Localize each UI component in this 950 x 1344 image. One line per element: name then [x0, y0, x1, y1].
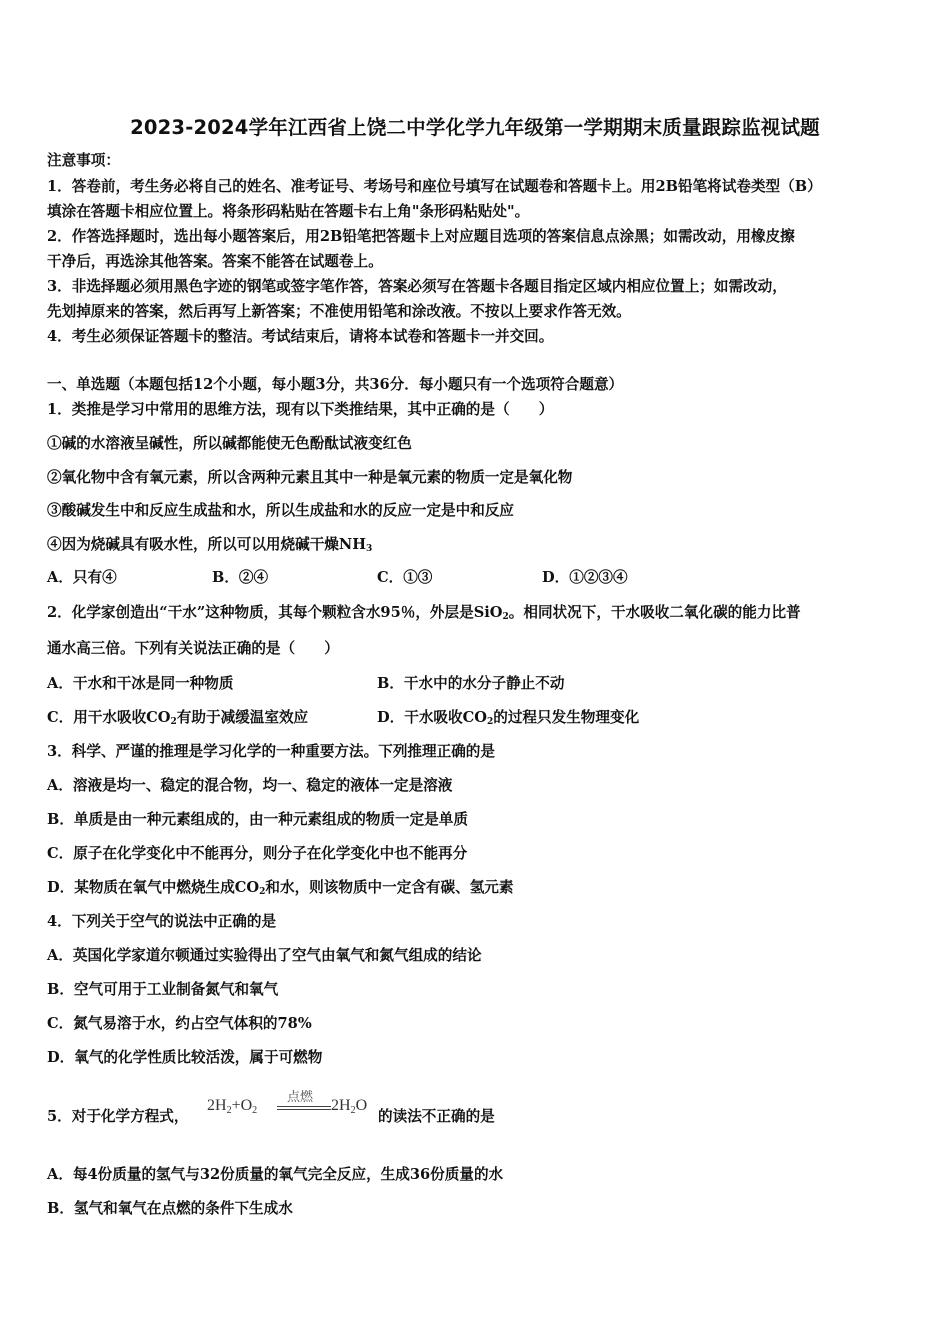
q2-option-c: [47, 708, 308, 728]
q1-statement-4-sub: 3: [366, 544, 373, 554]
q1-option-a: A．只有④: [47, 569, 117, 586]
chemical-equation: [207, 1086, 377, 1130]
note-3-line-1: 3．非选择题必须用黑色字迹的钢笔或签字笔作答，答案必须写在答题卡各题目指定区域内相应位置上；如需改动，: [47, 278, 787, 295]
q3-option-d-text-2: 和水，则该物质中一定含有碳、氢元素: [265, 879, 514, 896]
eq-lhs-part-2: +O: [231, 1097, 253, 1114]
equation-bar-bottom: [277, 1109, 331, 1110]
q2-stem-line-1: [47, 603, 801, 623]
note-1-line-1: 1．答卷前，考生务必将自己的姓名、准考证号、考场号和座位号填写在试题卷和答题卡上。用2B铅笔将试卷类型（B）: [47, 178, 822, 195]
equation-reactants: [207, 1097, 257, 1115]
q1-stem: 1．类推是学习中常用的思维方法，现有以下类推结果，其中正确的是（ ）: [47, 401, 554, 418]
q3-option-a: A．溶液是均一、稳定的混合物，均一、稳定的液体一定是溶液: [47, 777, 453, 794]
q1-option-c: C．①③: [377, 569, 433, 586]
note-2-line-1: 2．作答选择题时，选出每小题答案后，用2B铅笔把答题卡上对应题目选项的答案信息点涂黑；如需改动，用橡皮擦: [47, 228, 795, 245]
q5-stem-prefix: 5．对于化学方程式，: [47, 1108, 189, 1125]
q2-option-d-sub: 2: [486, 717, 494, 727]
q2-option-c-text-1: C．用干水吸收CO: [47, 709, 171, 726]
note-2-line-2: 干净后，再选涂其他答案。答案不能答在试题卷上。: [47, 253, 383, 270]
q3-stem: 3．科学、严谨的推理是学习化学的一种重要方法。下列推理正确的是: [47, 743, 495, 760]
q5-stem-suffix: 的读法不正确的是: [378, 1108, 495, 1125]
q4-stem: 4．下列关于空气的说法中正确的是: [47, 913, 277, 930]
q5-option-a: A．每4份质量的氢气与32份质量的氧气完全反应，生成36份质量的水: [47, 1166, 504, 1183]
q2-option-d-text-1: D．干水吸收CO: [377, 709, 487, 726]
note-4: 4．考生必须保证答题卡的整洁。考试结束后，请将本试卷和答题卡一并交回。: [47, 328, 554, 345]
eq-rhs-part-2: O: [355, 1097, 368, 1114]
q2-stem-text-1: 2．化学家创造出“干水”这种物质，其每个颗粒含水95％，外层是SiO: [47, 604, 503, 621]
q1-statement-4-text: ④因为烧碱具有吸水性，所以可以用烧碱干燥NH: [47, 536, 367, 553]
q4-option-c: C．氮气易溶于水，约占空气体积的78%: [47, 1015, 312, 1032]
q2-option-d: [377, 708, 639, 728]
q1-option-b: B．②④: [212, 569, 269, 586]
q3-option-c: C．原子在化学变化中不能再分，则分子在化学变化中也不能再分: [47, 845, 468, 862]
q2-option-a: A．干水和干冰是同一种物质: [47, 675, 234, 692]
q3-option-d-sub: 2: [259, 887, 266, 897]
q3-option-b: B．单质是由一种元素组成的，由一种元素组成的物质一定是单质: [47, 811, 468, 828]
notes-heading: 注意事项：: [47, 152, 120, 169]
q4-option-b: B．空气可用于工业制备氮气和氧气: [47, 981, 279, 998]
note-3-line-2: 先划掉原来的答案，然后再写上新答案；不准使用铅笔和涂改液。不按以上要求作答无效。: [47, 303, 631, 320]
q5-option-b: B．氢气和氧气在点燃的条件下生成水: [47, 1200, 293, 1217]
exam-title: 2023-2024学年江西省上饶二中学化学九年级第一学期期末质量跟踪监视试题: [130, 116, 820, 139]
q2-stem-text-2: 。相同状况下，干水吸收二氧化碳的能力比普: [508, 604, 801, 621]
q1-statement-2: ②氧化物中含有氧元素，所以含两种元素且其中一种是氧元素的物质一定是氧化物: [47, 469, 573, 486]
q4-option-d: D．氧气的化学性质比较活泼，属于可燃物: [47, 1049, 323, 1066]
q1-statement-3: ③酸碱发生中和反应生成盐和水，所以生成盐和水的反应一定是中和反应: [47, 502, 515, 519]
section-heading: 一、单选题（本题包括12个小题，每小题3分，共36分．每小题只有一个选项符合题意）: [47, 376, 624, 393]
equation-condition: 点燃: [287, 1090, 314, 1105]
q2-option-c-sub: 2: [170, 717, 177, 727]
q4-option-a: A．英国化学家道尔顿通过实验得出了空气由氧气和氮气组成的结论: [47, 947, 482, 964]
q1-option-d: D．①②③④: [542, 569, 628, 586]
q2-stem-sub: 2: [502, 612, 509, 622]
eq-lhs-part-1: 2H: [207, 1097, 227, 1114]
q2-option-d-text-2: 的过程只发生物理变化: [493, 709, 640, 726]
q2-stem-line-2: 通水高三倍。下列有关说法正确的是（ ）: [47, 640, 339, 657]
q3-option-d-text-1: D．某物质在氧气中燃烧生成CO: [47, 879, 260, 896]
q2-option-b: B．干水中的水分子静止不动: [377, 675, 565, 692]
note-1-line-2: 填涂在答题卡相应位置上。将条形码粘贴在答题卡右上角"条形码粘贴处"。: [47, 203, 530, 220]
equation-products: [331, 1097, 367, 1115]
eq-rhs-sub: 2: [350, 1105, 356, 1116]
eq-rhs-part-1: 2H: [331, 1097, 351, 1114]
q1-statement-1: ①碱的水溶液呈碱性，所以碱都能使无色酚酞试液变红色: [47, 435, 412, 452]
eq-lhs-sub-1: 2: [226, 1105, 232, 1116]
q1-statement-4: [47, 535, 372, 555]
q2-option-c-text-2: 有助于减缓温室效应: [176, 709, 309, 726]
q3-option-d: [47, 878, 513, 898]
eq-lhs-sub-2: 2: [252, 1105, 258, 1116]
equation-bar-top: [277, 1106, 331, 1107]
